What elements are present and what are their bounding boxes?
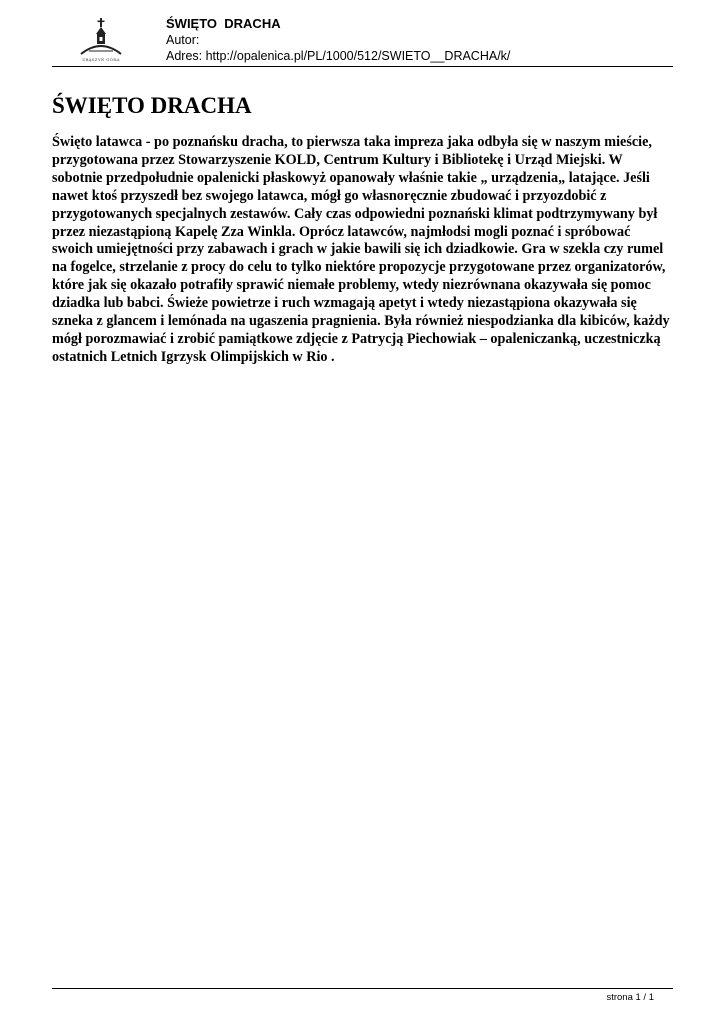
header-divider	[52, 66, 673, 67]
header-title: ŚWIĘTO DRACHA	[166, 16, 281, 31]
document-meta	[166, 16, 510, 64]
address-line: Adres: http://opalenica.pl/PL/1000/512/SWIETO__DRACHA/k/	[166, 49, 511, 63]
page-header	[52, 14, 673, 66]
logo-text: ZBĄSZYŃ GÓRA	[82, 57, 120, 62]
footer-divider	[52, 988, 673, 989]
author-line: Autor:	[166, 33, 200, 47]
article-body: Święto latawca - po poznańsku dracha, to pierwsza taka impreza jaka odbyła się w naszym mieście, przygotowana przez Stowarzyszenie KOLD, Centrum Kultury i Bibliotekę i Urząd Miejski. W sobotnie przedpołudnie opalenicki płaskowyż opanowały właśnie takie „ urządzenia„ latające. Jeśli nawet ktoś przyszedł bez swojego latawca, mógł go własnoręcznie zbudować i przyozdobić z przygotowanych specjalnych zestawów. Cały czas odpowiedni poznański klimat podtrzymywany był przez niezastąpioną Kapelę Zza Winkla. Oprócz latawców, najmłodsi mogli poznać i spróbować swoich umiejętności przy zabawach i grach w jakie bawili się ich dziadkowie. Gra w szekla czy rumel na fogelce, strzelanie z procy do celu to tylko niektóre propozycje przygotowane przez organizatorów, które jak się okazało potrafiły sprawić niemałe problemy, wtedy niezrównana okazywała się pomoc dziadka lub babci. Świeże powietrze i ruch wzmagają apetyt i wtedy niezastąpiona okazywała się szneka z glancem i lemónada na ugaszenia pragnienia. Była również niespodzianka dla kibiców, każdy mógł porozmawiać i zrobić pamiątkowe zdjęcie z Patrycją Piechowiak – opaleniczanką, uczestniczką ostatnich Letnich Igrzysk Olimpijskich w Rio .	[52, 134, 670, 365]
article-title: ŚWIĘTO DRACHA	[52, 93, 252, 118]
logo	[77, 18, 125, 64]
church-logo-icon	[77, 18, 125, 58]
page-number: strona 1 / 1	[606, 992, 654, 1003]
